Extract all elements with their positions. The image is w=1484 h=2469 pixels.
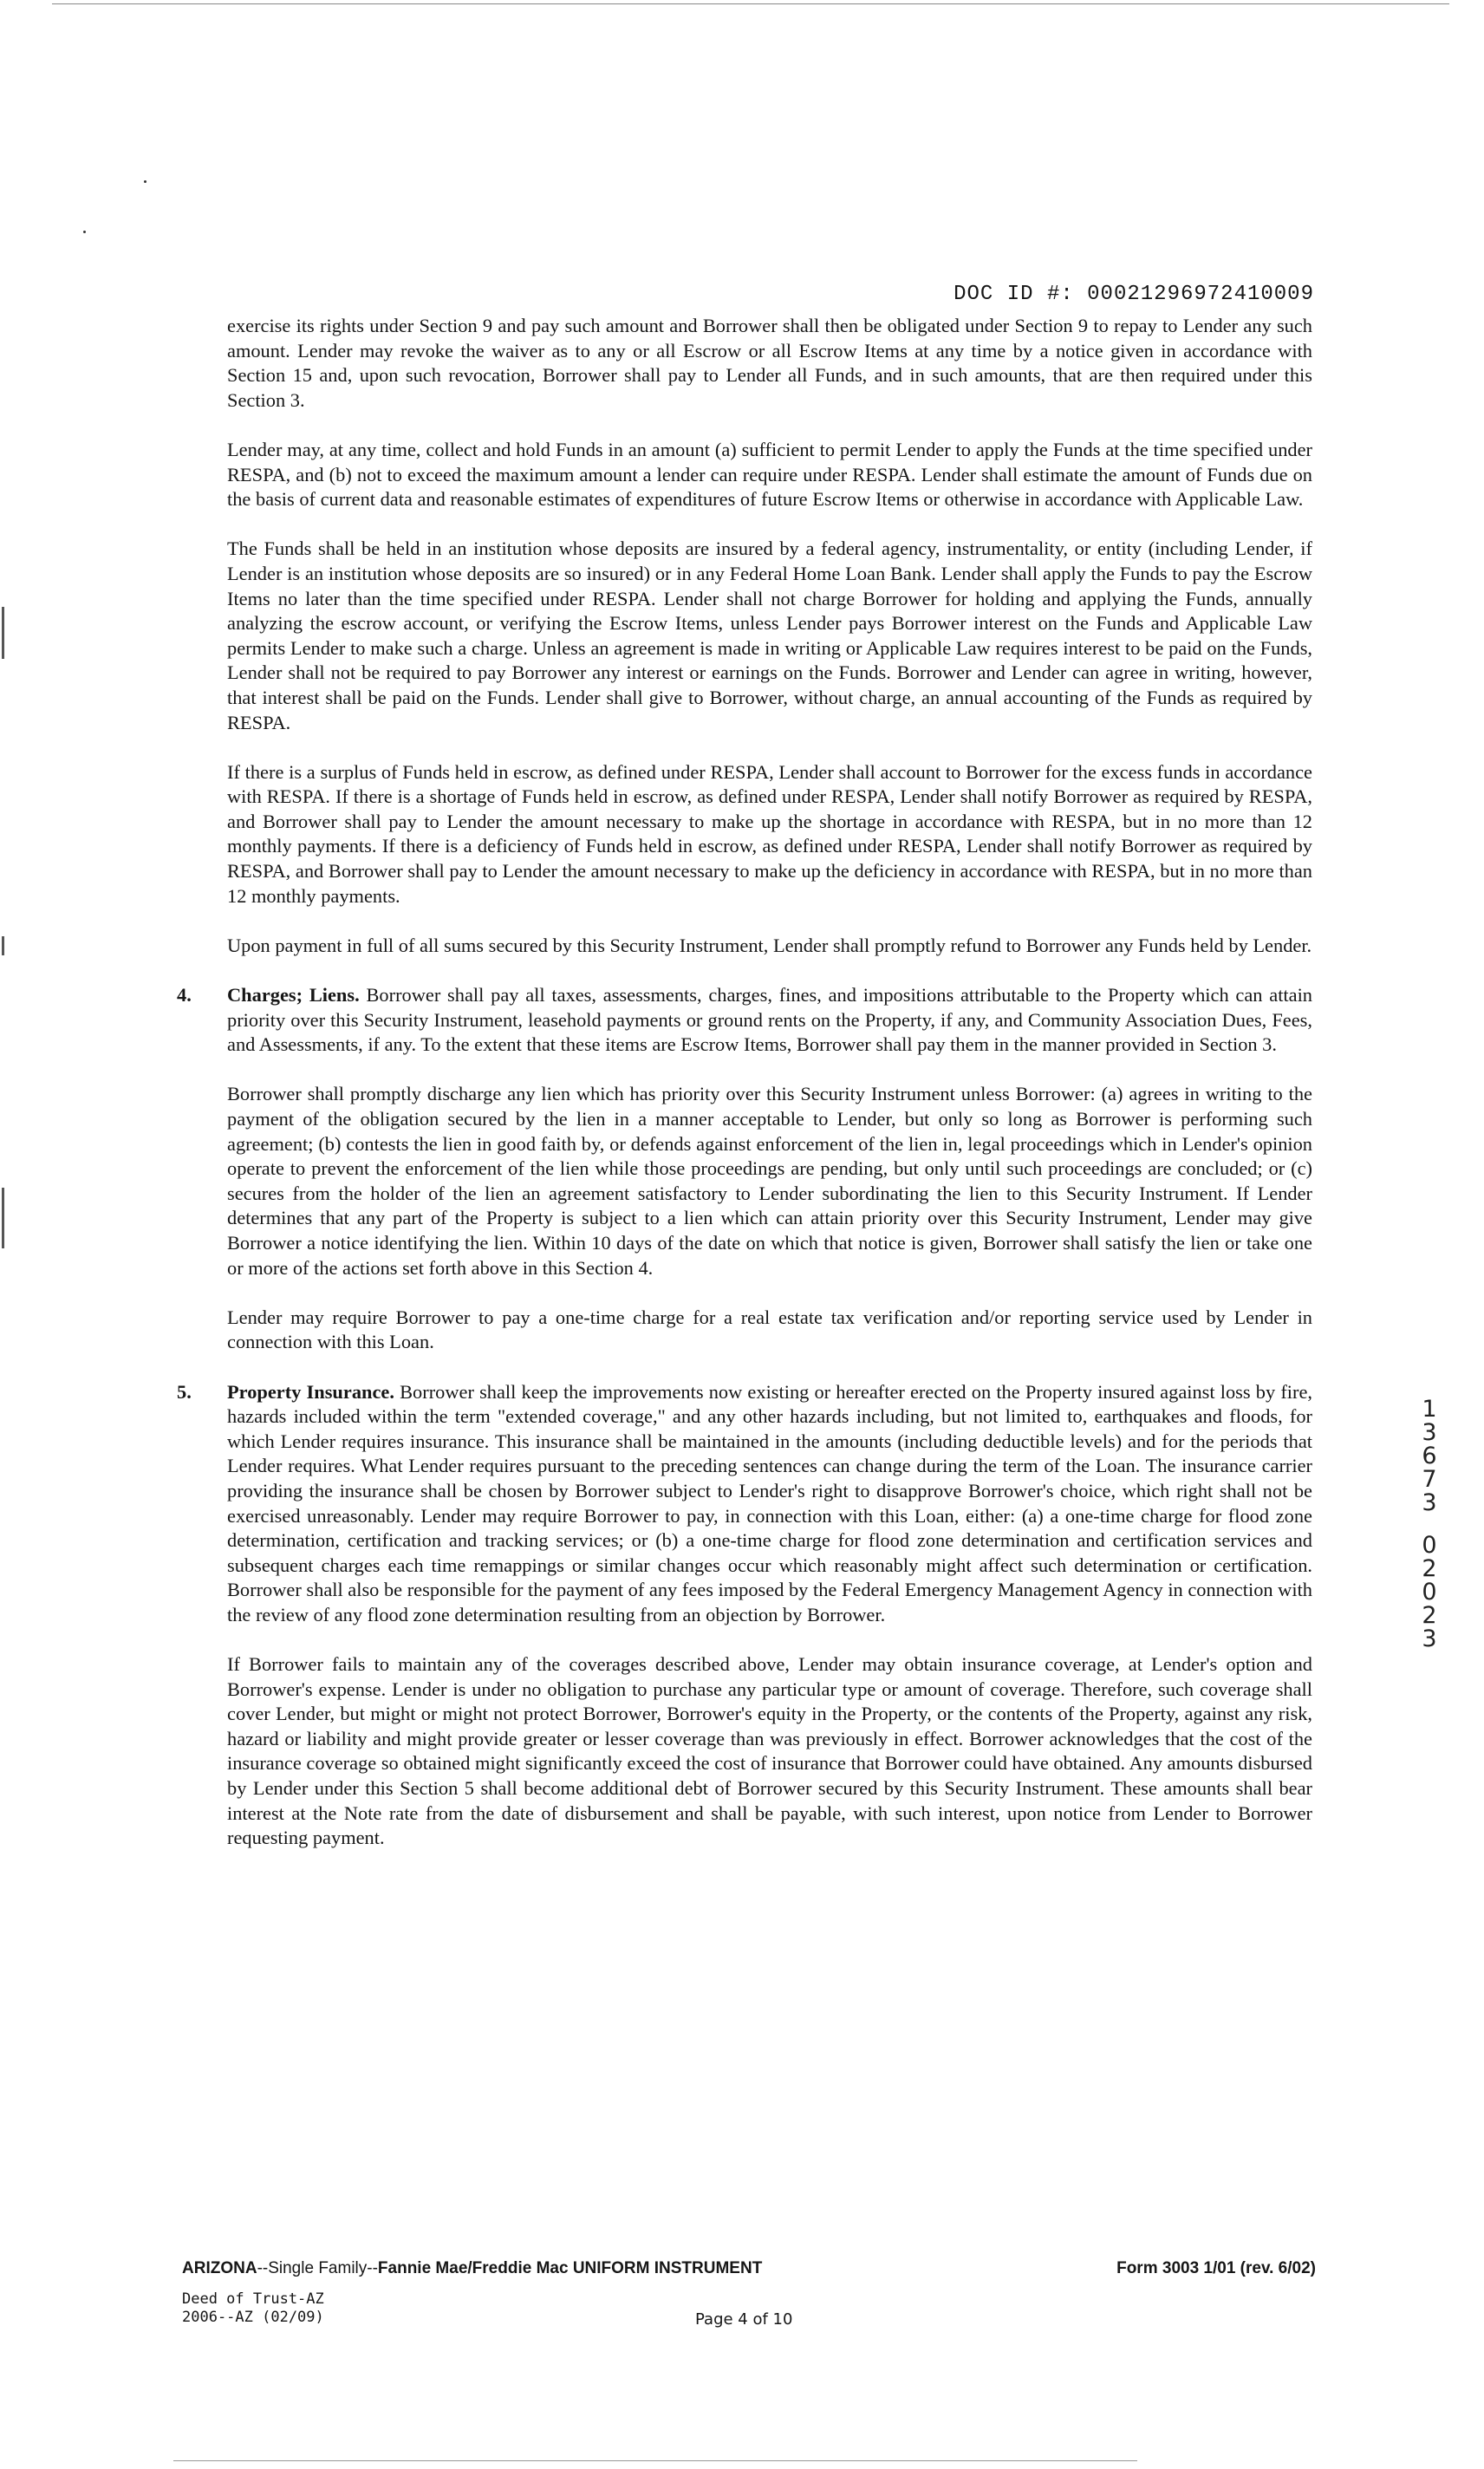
section-number: 4. xyxy=(177,984,192,1006)
scan-margin-mark xyxy=(2,1188,4,1248)
footer-instrument: Fannie Mae/Freddie Mac UNIFORM INSTRUMENT xyxy=(377,2259,763,2277)
footer-doc-name: Deed of Trust-AZ xyxy=(182,2290,324,2308)
footer-form-number: Form 3003 1/01 (rev. 6/02) xyxy=(1116,2259,1316,2277)
scan-speck xyxy=(144,180,146,183)
stamp-digit: 7 xyxy=(1422,1466,1437,1493)
stamp-digit: 3 xyxy=(1422,1489,1437,1516)
stamp-digit: 6 xyxy=(1422,1443,1437,1469)
paragraph: If there is a surplus of Funds held in escrow, as defined under RESPA, Lender shall account to Borrower for the excess funds in accordance with RESPA. If there is a shortage of Funds held in escrow, as defined under RESPA, Lender shall notify Borrower as required by RESPA, and Borrower shall pay to Lender the amount necessary to make up the shortage in accordance with RESPA, but in no more than 12 monthly payments. If there is a deficiency of Funds held in escrow, as defined under RESPA, Lender shall notify Borrower as required by RESPA, and Borrower shall pay to Lender the amount necessary to make up the deficiency in accordance with RESPA, but in no more than 12 monthly payments. xyxy=(227,760,1312,907)
footer-state: ARIZONA xyxy=(182,2259,257,2277)
scan-speck xyxy=(83,231,86,233)
footer-separator: -- xyxy=(257,2259,269,2277)
footer-instrument-title xyxy=(182,2259,762,2278)
paragraph: Lender may require Borrower to pay a one-time charge for a real estate tax verification and/or reporting service used by Lender in connection with this Loan. xyxy=(227,1306,1312,1353)
paragraph: Lender may, at any time, collect and hold Funds in an amount (a) sufficient to permit Lender to apply the Funds at the time specified under RESPA, and (b) not to exceed the maximum amount a lender can require under RESPA. Lender shall estimate the amount of Funds due on the basis of current data and reasonable estimates of expenditures of future Escrow Items or otherwise in accordance with Applicable Law. xyxy=(227,438,1312,511)
doc-id: DOC ID #: 00021296972410009 xyxy=(954,283,1314,306)
section-number: 5. xyxy=(177,1380,192,1403)
scan-margin-mark xyxy=(2,936,4,955)
footer-doc-info xyxy=(182,2290,324,2327)
paragraph: Upon payment in full of all sums secured by this Security Instrument, Lender shall promptly refund to Borrower any Funds held by Lender. xyxy=(227,934,1312,956)
scan-edge-line xyxy=(52,3,1449,4)
scan-margin-mark xyxy=(2,607,4,659)
paragraph: If Borrower fails to maintain any of the coverages described above, Lender may obtain insurance coverage, at Lender's option and Borrower's expense. Lender is under no obligation to purchase any particular type or amount of coverage. Therefore, such coverage shall cover Lender, but might or might not protect Borrower, Borrower's equity in the Property, or the contents of the Property, against any risk, hazard or liability and might provide greater or lesser coverage than was previously in effect. Borrower acknowledges that the cost of the insurance coverage so obtained might significantly exceed the cost of insurance that Borrower could have obtained. Any amounts disbursed by Lender under this Section 5 shall become additional debt of Borrower secured by this Security Instrument. These amounts shall bear interest at the Note rate from the date of disbursement and shall be payable, with such interest, upon notice from Lender to Borrower requesting payment. xyxy=(227,1653,1312,1849)
stamp-digit: 2 xyxy=(1422,1555,1437,1582)
section-first-paragraph xyxy=(227,1380,1312,1628)
stamp-digit: 3 xyxy=(1422,1419,1437,1446)
section-first-paragraph xyxy=(227,983,1312,1058)
section-heading: Property Insurance. xyxy=(227,1380,394,1403)
footer-doc-code: 2006--AZ (02/09) xyxy=(182,2309,324,2326)
scan-edge-line xyxy=(173,2460,1137,2461)
paragraph: Borrower shall promptly discharge any lien which has priority over this Security Instrument unless Borrower: (a) agrees in writing to the payment of the obligation secured by the lien in a manner acceptable to Lender, but only so long as Borrower is performing such agreement; (b) contests the lien in good faith by, or defends against enforcement of the lien in, legal proceedings which in Lender's opinion operate to prevent the enforcement of the lien while those proceedings are pending, but only until such proceedings are concluded; or (c) secures from the holder of the lien an agreement satisfactory to Lender subordinating the lien to this Security Instrument. If Lender determines that any part of the Property is subject to a lien which can attain priority over this Security Instrument, Lender may give Borrower a notice identifying the lien. Within 10 days of the date on which that notice is given, Borrower shall satisfy the lien or take one or more of the actions set forth above in this Section 4. xyxy=(227,1083,1312,1279)
section-text: Borrower shall keep the improvements now existing or hereafter erected on the Property insured against loss by fire, hazards included within the term "extended coverage," and any other hazards including, but not limited to, earthquakes and floods, for which Lender requires insurance. This insurance shall be maintained in the amounts (including deductible levels) and for the periods that Lender requires. What Lender requires pursuant to the preceding sentences can change during the term of the Loan. The insurance carrier providing the insurance shall be chosen by Borrower subject to Lender's right to disapprove Borrower's choice, which right shall not be exercised unreasonably. Lender may require Borrower to pay, in connection with this Loan, either: (a) a one-time charge for flood zone determination, certification and tracking services; or (b) a one-time charge for flood zone determination and certification services and subsequent charges each time remappings or similar changes occur which reasonably might affect such determination or certification. Borrower shall also be responsible for the payment of any fees imposed by the Federal Emergency Management Agency in connection with the review of any flood zone determination resulting from an objection by Borrower. xyxy=(227,1380,1312,1625)
stamp-digit: 0 xyxy=(1422,1579,1437,1606)
stamp-digit: 2 xyxy=(1422,1602,1437,1629)
section-heading: Charges; Liens. xyxy=(227,984,360,1006)
footer-separator: -- xyxy=(367,2259,378,2277)
section-4 xyxy=(177,983,1312,1355)
section-text: Borrower shall pay all taxes, assessments, charges, fines, and impositions attributable to the Property which can attain priority over this Security Instrument, leasehold payments or ground rents on the Property, if any, and Community Association Dues, Fees, and Assessments, if any. To the extent that these items are Escrow Items, Borrower shall pay them in the manner provided in Section 3. xyxy=(227,984,1312,1056)
document-body xyxy=(177,314,1312,1875)
stamp-digit: 0 xyxy=(1422,1532,1437,1559)
paragraph: exercise its rights under Section 9 and pay such amount and Borrower shall then be obligated under Section 9 to repay to Lender any such amount. Lender may revoke the waiver as to any or all Escrow or all Escrow Items at any time by a notice given in accordance with Section 15 and, upon such revocation, Borrower shall pay to Lender all Funds, and in such amounts, that are then required under this Section 3. xyxy=(227,315,1312,411)
page-number: Page 4 of 10 xyxy=(695,2310,793,2329)
paragraph: The Funds shall be held in an institution whose deposits are insured by a federal agency, instrumentality, or entity (including Lender, if Lender is an institution whose deposits are so insured) or in any Federal Home Loan Bank. Lender shall apply the Funds to pay the Escrow Items no later than the time specified under RESPA. Lender shall not charge Borrower for holding and applying the Funds, annually analyzing the escrow account, or verifying the Escrow Items, unless Lender pays Borrower interest on the Funds and Applicable Law permits Lender to make such a charge. Unless an agreement is made in writing or Applicable Law requires interest to be paid on the Funds, Lender shall not be required to pay Borrower any interest or earnings on the Funds. Borrower and Lender can agree in writing, however, that interest shall be paid on the Funds. Lender shall give to Borrower, without charge, an annual accounting of the Funds as required by RESPA. xyxy=(227,537,1312,733)
footer-family: Single Family xyxy=(268,2259,368,2277)
stamp-digit: 3 xyxy=(1422,1625,1437,1652)
section-5 xyxy=(177,1380,1312,1851)
stamp-digit: 1 xyxy=(1422,1396,1437,1423)
recording-stamp xyxy=(1415,1397,1444,1651)
